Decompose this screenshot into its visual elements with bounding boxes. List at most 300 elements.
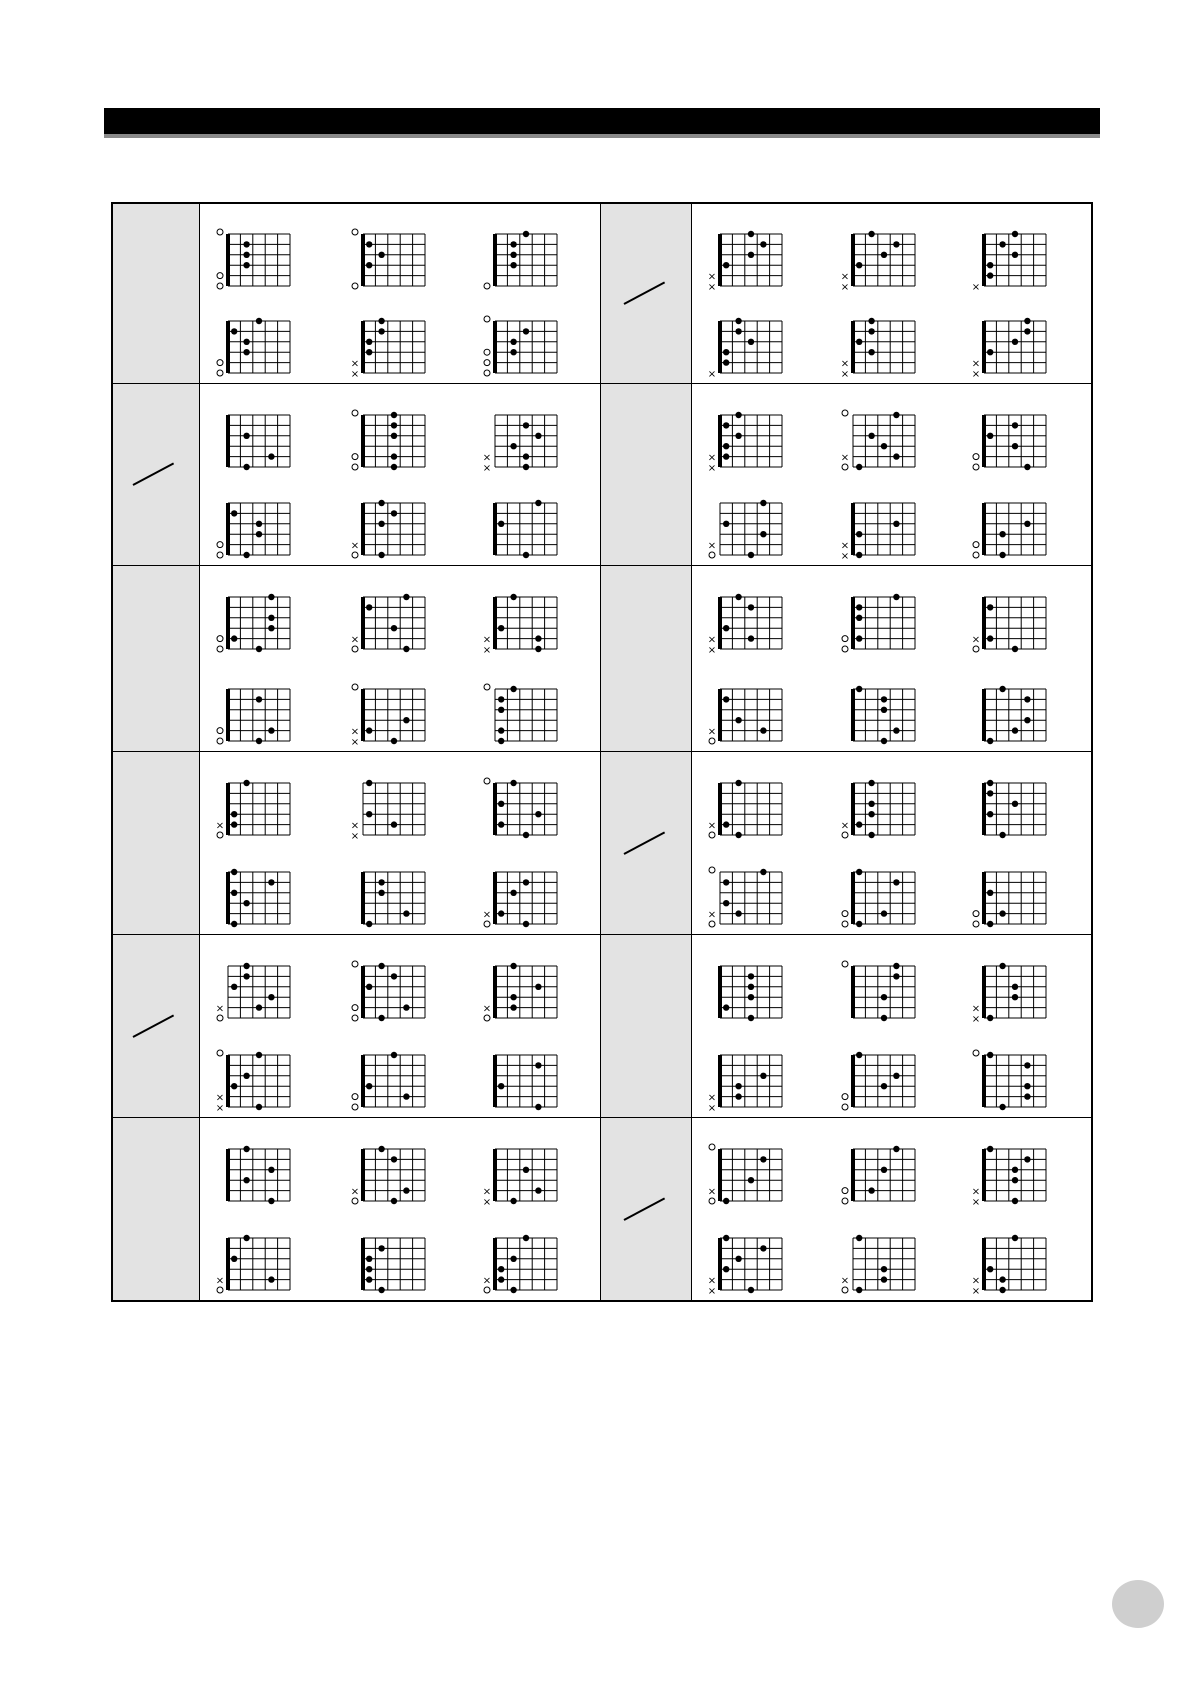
muted-string-marker: × bbox=[482, 645, 492, 656]
finger-dot bbox=[498, 696, 504, 702]
muted-string-marker: × bbox=[707, 1186, 717, 1198]
finger-dot bbox=[391, 464, 397, 470]
chord-diagram bbox=[970, 315, 1052, 379]
finger-dot bbox=[498, 727, 504, 733]
open-string-marker bbox=[217, 636, 223, 642]
finger-dot bbox=[231, 984, 237, 990]
finger-dot bbox=[378, 328, 384, 334]
finger-dot bbox=[403, 1187, 409, 1193]
finger-dot bbox=[268, 727, 274, 733]
finger-dot bbox=[893, 1073, 899, 1079]
chord-diagram bbox=[214, 228, 296, 292]
finger-dot bbox=[735, 328, 741, 334]
muted-string-marker: × bbox=[707, 1103, 717, 1114]
page-number-badge bbox=[1112, 1580, 1164, 1628]
finger-dot bbox=[1012, 252, 1018, 258]
finger-dot bbox=[893, 453, 899, 459]
finger-dot bbox=[893, 963, 899, 969]
finger-dot bbox=[231, 869, 237, 875]
finger-dot bbox=[856, 686, 862, 692]
open-string-marker bbox=[842, 1104, 848, 1110]
open-string-marker bbox=[217, 229, 223, 235]
finger-dot bbox=[510, 349, 516, 355]
chord-diagram bbox=[970, 591, 1052, 655]
muted-string-marker: × bbox=[707, 369, 717, 380]
chord-diagram bbox=[706, 960, 788, 1024]
chord-diagram bbox=[214, 1232, 296, 1296]
open-string-marker bbox=[842, 1188, 848, 1194]
finger-dot bbox=[510, 963, 516, 969]
chord-diagram bbox=[481, 777, 563, 841]
muted-string-marker: × bbox=[707, 282, 717, 293]
finger-dot bbox=[366, 241, 372, 247]
finger-dot bbox=[723, 359, 729, 365]
chord-diagram bbox=[481, 315, 563, 379]
chord-label-cell-left bbox=[111, 565, 199, 751]
muted-string-marker: × bbox=[482, 463, 492, 474]
finger-dot bbox=[856, 531, 862, 537]
open-string-marker bbox=[842, 646, 848, 652]
finger-dot bbox=[881, 1266, 887, 1272]
finger-dot bbox=[723, 1266, 729, 1272]
finger-dot bbox=[1024, 696, 1030, 702]
finger-dot bbox=[999, 241, 1005, 247]
muted-string-marker: × bbox=[215, 820, 225, 832]
finger-dot bbox=[760, 241, 766, 247]
finger-dot bbox=[999, 686, 1005, 692]
muted-string-marker: × bbox=[971, 1286, 981, 1297]
finger-dot bbox=[735, 1256, 741, 1262]
finger-dot bbox=[366, 984, 372, 990]
chord-diagram bbox=[839, 315, 921, 379]
finger-dot bbox=[1024, 328, 1030, 334]
chord-diagram bbox=[349, 1143, 431, 1207]
muted-string-marker: × bbox=[840, 282, 850, 293]
finger-dot bbox=[735, 910, 741, 916]
table-border-right bbox=[1091, 202, 1093, 1302]
open-string-marker bbox=[973, 646, 979, 652]
finger-dot bbox=[268, 1198, 274, 1204]
finger-dot bbox=[498, 707, 504, 713]
open-string-marker bbox=[217, 542, 223, 548]
finger-dot bbox=[856, 552, 862, 558]
finger-dot bbox=[510, 1198, 516, 1204]
finger-dot bbox=[1024, 1062, 1030, 1068]
finger-dot bbox=[723, 443, 729, 449]
chord-diagram bbox=[970, 1143, 1052, 1207]
finger-dot bbox=[1012, 994, 1018, 1000]
finger-dot bbox=[1012, 1198, 1018, 1204]
finger-dot bbox=[893, 1146, 899, 1152]
finger-dot bbox=[881, 1083, 887, 1089]
finger-dot bbox=[243, 963, 249, 969]
muted-string-marker: × bbox=[840, 271, 850, 283]
chord-diagram bbox=[839, 497, 921, 561]
finger-dot bbox=[498, 1276, 504, 1282]
chord-diagram bbox=[481, 591, 563, 655]
finger-dot bbox=[268, 453, 274, 459]
finger-dot bbox=[391, 510, 397, 516]
muted-string-marker: × bbox=[482, 1197, 492, 1208]
chord-diagram bbox=[839, 683, 921, 747]
chord-diagram bbox=[970, 497, 1052, 561]
finger-dot bbox=[523, 921, 529, 927]
finger-dot bbox=[498, 821, 504, 827]
open-string-marker bbox=[842, 1198, 848, 1204]
chord-label-cell-left bbox=[111, 202, 199, 383]
chord-diagram bbox=[481, 1232, 563, 1296]
finger-dot bbox=[1012, 422, 1018, 428]
finger-dot bbox=[378, 252, 384, 258]
finger-dot bbox=[378, 1245, 384, 1251]
finger-dot bbox=[510, 443, 516, 449]
finger-dot bbox=[523, 1167, 529, 1173]
open-string-marker bbox=[842, 921, 848, 927]
finger-dot bbox=[256, 521, 262, 527]
muted-string-marker: × bbox=[350, 726, 360, 738]
finger-dot bbox=[510, 262, 516, 268]
finger-dot bbox=[378, 500, 384, 506]
chord-diagram bbox=[706, 866, 788, 930]
open-string-marker bbox=[352, 1094, 358, 1100]
muted-string-marker: × bbox=[840, 540, 850, 552]
finger-dot bbox=[760, 500, 766, 506]
finger-dot bbox=[231, 1256, 237, 1262]
finger-dot bbox=[893, 594, 899, 600]
open-string-marker bbox=[973, 542, 979, 548]
finger-dot bbox=[243, 262, 249, 268]
finger-dot bbox=[881, 738, 887, 744]
finger-dot bbox=[231, 890, 237, 896]
open-string-marker bbox=[709, 921, 715, 927]
finger-dot bbox=[243, 1235, 249, 1241]
finger-dot bbox=[868, 801, 874, 807]
open-string-marker bbox=[352, 646, 358, 652]
finger-dot bbox=[243, 241, 249, 247]
chord-diagram bbox=[839, 409, 921, 473]
finger-dot bbox=[735, 832, 741, 838]
chord-label-cell-left bbox=[111, 751, 199, 934]
chord-diagram bbox=[839, 591, 921, 655]
finger-dot bbox=[268, 625, 274, 631]
chord-diagram bbox=[706, 409, 788, 473]
finger-dot bbox=[760, 1156, 766, 1162]
finger-dot bbox=[748, 231, 754, 237]
finger-dot bbox=[378, 318, 384, 324]
finger-dot bbox=[999, 552, 1005, 558]
finger-dot bbox=[881, 910, 887, 916]
finger-dot bbox=[881, 1276, 887, 1282]
open-string-marker bbox=[352, 283, 358, 289]
finger-dot bbox=[256, 1004, 262, 1010]
finger-dot bbox=[366, 262, 372, 268]
muted-string-marker: × bbox=[840, 820, 850, 832]
finger-dot bbox=[856, 464, 862, 470]
muted-string-marker: × bbox=[707, 645, 717, 656]
muted-string-marker: × bbox=[971, 282, 981, 293]
finger-dot bbox=[868, 811, 874, 817]
muted-string-marker: × bbox=[707, 452, 717, 464]
open-string-marker bbox=[484, 778, 490, 784]
finger-dot bbox=[391, 821, 397, 827]
finger-dot bbox=[748, 1287, 754, 1293]
chord-diagram bbox=[349, 409, 431, 473]
chord-diagram bbox=[970, 409, 1052, 473]
open-string-marker bbox=[709, 552, 715, 558]
finger-dot bbox=[378, 879, 384, 885]
finger-dot bbox=[760, 1073, 766, 1079]
finger-dot bbox=[510, 339, 516, 345]
chord-diagram bbox=[839, 228, 921, 292]
chord-label-cell-right bbox=[600, 383, 691, 565]
finger-dot bbox=[856, 1287, 862, 1293]
finger-dot bbox=[723, 453, 729, 459]
finger-dot bbox=[856, 921, 862, 927]
finger-dot bbox=[748, 973, 754, 979]
finger-dot bbox=[523, 422, 529, 428]
chord-diagram bbox=[214, 591, 296, 655]
finger-dot bbox=[748, 994, 754, 1000]
open-string-marker bbox=[352, 1104, 358, 1110]
chord-diagram bbox=[349, 1232, 431, 1296]
table-border-bottom bbox=[111, 1300, 1093, 1302]
muted-string-marker: × bbox=[482, 452, 492, 464]
finger-dot bbox=[391, 412, 397, 418]
finger-dot bbox=[723, 349, 729, 355]
muted-string-marker: × bbox=[840, 358, 850, 370]
finger-dot bbox=[231, 921, 237, 927]
finger-dot bbox=[498, 625, 504, 631]
finger-dot bbox=[523, 832, 529, 838]
chord-diagram bbox=[349, 683, 431, 747]
open-string-marker bbox=[217, 273, 223, 279]
finger-dot bbox=[987, 738, 993, 744]
open-string-marker bbox=[842, 1094, 848, 1100]
muted-string-marker: × bbox=[707, 1275, 717, 1287]
muted-string-marker: × bbox=[215, 1103, 225, 1114]
finger-dot bbox=[366, 1256, 372, 1262]
finger-dot bbox=[535, 646, 541, 652]
finger-dot bbox=[378, 1146, 384, 1152]
finger-dot bbox=[893, 727, 899, 733]
muted-string-marker: × bbox=[971, 1186, 981, 1198]
finger-dot bbox=[748, 552, 754, 558]
finger-dot bbox=[987, 262, 993, 268]
open-string-marker bbox=[484, 1287, 490, 1293]
finger-dot bbox=[535, 433, 541, 439]
finger-dot bbox=[856, 1235, 862, 1241]
finger-dot bbox=[256, 1052, 262, 1058]
muted-string-marker: × bbox=[350, 358, 360, 370]
open-string-marker bbox=[352, 684, 358, 690]
muted-string-marker: × bbox=[707, 726, 717, 738]
open-string-marker bbox=[352, 454, 358, 460]
finger-dot bbox=[735, 780, 741, 786]
finger-dot bbox=[366, 339, 372, 345]
chord-diagram bbox=[481, 866, 563, 930]
chord-diagram bbox=[706, 1232, 788, 1296]
finger-dot bbox=[868, 318, 874, 324]
finger-dot bbox=[535, 1187, 541, 1193]
muted-string-marker: × bbox=[840, 452, 850, 464]
finger-dot bbox=[723, 521, 729, 527]
finger-dot bbox=[856, 821, 862, 827]
chord-diagram bbox=[214, 960, 296, 1024]
finger-dot bbox=[535, 984, 541, 990]
finger-dot bbox=[378, 1287, 384, 1293]
finger-dot bbox=[893, 973, 899, 979]
finger-dot bbox=[535, 500, 541, 506]
finger-dot bbox=[523, 453, 529, 459]
finger-dot bbox=[378, 521, 384, 527]
finger-dot bbox=[268, 1276, 274, 1282]
finger-dot bbox=[723, 1235, 729, 1241]
finger-dot bbox=[987, 790, 993, 796]
open-string-marker bbox=[217, 728, 223, 734]
open-string-marker bbox=[484, 316, 490, 322]
chord-diagram bbox=[970, 1049, 1052, 1113]
chord-diagram bbox=[349, 497, 431, 561]
finger-dot bbox=[243, 1073, 249, 1079]
finger-dot bbox=[735, 433, 741, 439]
finger-dot bbox=[243, 1177, 249, 1183]
finger-dot bbox=[510, 890, 516, 896]
chord-diagram bbox=[839, 1049, 921, 1113]
chord-diagram bbox=[349, 777, 431, 841]
chord-diagram bbox=[214, 683, 296, 747]
open-string-marker bbox=[352, 1198, 358, 1204]
finger-dot bbox=[987, 811, 993, 817]
finger-dot bbox=[243, 780, 249, 786]
finger-dot bbox=[893, 879, 899, 885]
finger-dot bbox=[366, 349, 372, 355]
finger-dot bbox=[403, 910, 409, 916]
muted-string-marker: × bbox=[350, 820, 360, 832]
open-string-marker bbox=[217, 360, 223, 366]
finger-dot bbox=[403, 1093, 409, 1099]
open-string-marker bbox=[352, 1015, 358, 1021]
finger-dot bbox=[366, 1276, 372, 1282]
finger-dot bbox=[243, 252, 249, 258]
finger-dot bbox=[987, 1015, 993, 1021]
open-string-marker bbox=[217, 552, 223, 558]
finger-dot bbox=[510, 1256, 516, 1262]
muted-string-marker: × bbox=[971, 1003, 981, 1015]
open-string-marker bbox=[484, 921, 490, 927]
muted-string-marker: × bbox=[707, 820, 717, 832]
row-divider bbox=[111, 565, 1093, 566]
finger-dot bbox=[723, 422, 729, 428]
finger-dot bbox=[403, 1004, 409, 1010]
chord-diagram bbox=[706, 497, 788, 561]
finger-dot bbox=[366, 921, 372, 927]
finger-dot bbox=[735, 412, 741, 418]
finger-dot bbox=[1012, 646, 1018, 652]
finger-dot bbox=[523, 552, 529, 558]
finger-dot bbox=[723, 900, 729, 906]
muted-string-marker: × bbox=[707, 1286, 717, 1297]
finger-dot bbox=[868, 780, 874, 786]
muted-string-marker: × bbox=[707, 540, 717, 552]
open-string-marker bbox=[352, 410, 358, 416]
finger-dot bbox=[987, 272, 993, 278]
open-string-marker bbox=[973, 464, 979, 470]
chord-diagram bbox=[481, 1049, 563, 1113]
chord-diagram bbox=[970, 1232, 1052, 1296]
finger-dot bbox=[231, 1083, 237, 1089]
muted-string-marker: × bbox=[215, 1275, 225, 1287]
muted-string-marker: × bbox=[350, 737, 360, 748]
finger-dot bbox=[856, 339, 862, 345]
finger-dot bbox=[868, 231, 874, 237]
finger-dot bbox=[881, 696, 887, 702]
muted-string-marker: × bbox=[215, 1003, 225, 1015]
chord-diagram bbox=[214, 777, 296, 841]
finger-dot bbox=[268, 879, 274, 885]
column-divider bbox=[199, 202, 200, 1302]
finger-dot bbox=[735, 318, 741, 324]
muted-string-marker: × bbox=[482, 634, 492, 646]
finger-dot bbox=[1012, 727, 1018, 733]
finger-dot bbox=[391, 1052, 397, 1058]
finger-dot bbox=[243, 1146, 249, 1152]
chord-diagram bbox=[839, 960, 921, 1024]
finger-dot bbox=[366, 1083, 372, 1089]
open-string-marker bbox=[217, 646, 223, 652]
finger-dot bbox=[366, 811, 372, 817]
finger-dot bbox=[510, 252, 516, 258]
finger-dot bbox=[868, 349, 874, 355]
chord-diagram bbox=[481, 683, 563, 747]
chord-diagram bbox=[970, 228, 1052, 292]
finger-dot bbox=[510, 994, 516, 1000]
open-string-marker bbox=[842, 961, 848, 967]
muted-string-marker: × bbox=[482, 909, 492, 921]
open-string-marker bbox=[484, 349, 490, 355]
finger-dot bbox=[987, 1266, 993, 1272]
finger-dot bbox=[366, 780, 372, 786]
open-string-marker bbox=[842, 911, 848, 917]
finger-dot bbox=[1024, 318, 1030, 324]
open-string-marker bbox=[217, 283, 223, 289]
finger-dot bbox=[893, 521, 899, 527]
chord-diagram bbox=[214, 1143, 296, 1207]
finger-dot bbox=[881, 252, 887, 258]
finger-dot bbox=[999, 1104, 1005, 1110]
finger-dot bbox=[999, 1276, 1005, 1282]
finger-dot bbox=[523, 464, 529, 470]
finger-dot bbox=[723, 1198, 729, 1204]
finger-dot bbox=[391, 625, 397, 631]
finger-dot bbox=[378, 890, 384, 896]
open-string-marker bbox=[842, 636, 848, 642]
chord-diagram bbox=[706, 1143, 788, 1207]
finger-dot bbox=[498, 1266, 504, 1272]
row-divider bbox=[111, 934, 1093, 935]
open-string-marker bbox=[973, 454, 979, 460]
muted-string-marker: × bbox=[707, 271, 717, 283]
finger-dot bbox=[1024, 1093, 1030, 1099]
open-string-marker bbox=[842, 832, 848, 838]
finger-dot bbox=[1012, 1177, 1018, 1183]
chord-diagram bbox=[970, 683, 1052, 747]
open-string-marker bbox=[973, 1050, 979, 1056]
open-string-marker bbox=[709, 832, 715, 838]
finger-dot bbox=[268, 994, 274, 1000]
open-string-marker bbox=[709, 1144, 715, 1150]
finger-dot bbox=[760, 869, 766, 875]
muted-string-marker: × bbox=[840, 551, 850, 562]
